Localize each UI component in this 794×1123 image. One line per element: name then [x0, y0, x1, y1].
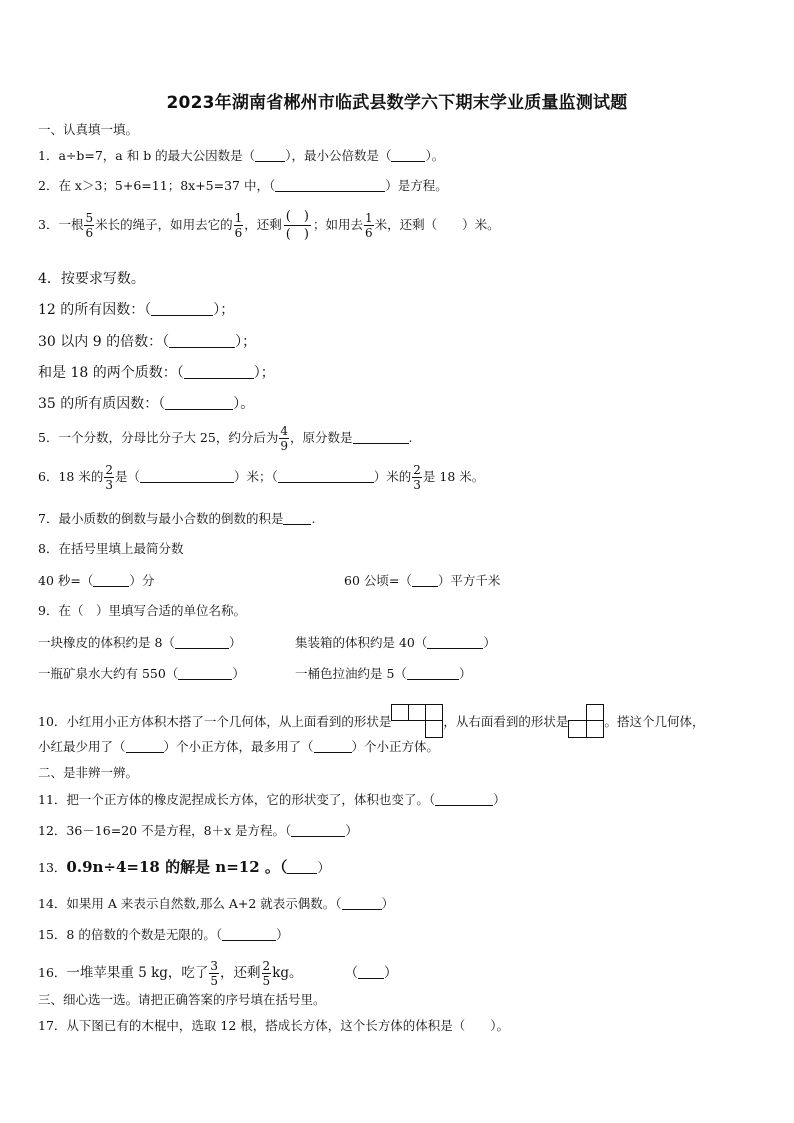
question-3: 3．一根 $\frac{5}{6}$ 米长的绳子，如用去它的 $\frac{1}{6}$ ，还剩 ( ) ( ) ；如用去 $\frac{1}{6}$ 米，还剩（ ）米。: [38, 209, 500, 242]
question-5: 5．一个分数，分母比分子大 25，约分后为 $\frac{4}{9}$ ，原分数是 .: [38, 424, 413, 453]
question-16: 16．一堆苹果重 5 kg，吃了 $\frac{3}{5}$ ，还剩 $\frac{2}{5}$ kg。 （ ）: [38, 959, 398, 988]
fraction-1-6: $\frac{1}{6}$: [234, 211, 243, 240]
question-4-line-2: 30 以内 9 的倍数：（ ）；: [38, 334, 257, 350]
fraction-4-9: $\frac{4}{9}$: [280, 424, 288, 453]
answer-blank[interactable]: [184, 366, 254, 379]
answer-blank[interactable]: [275, 179, 385, 192]
answer-blank[interactable]: [93, 574, 129, 587]
answer-blank[interactable]: [391, 149, 425, 162]
answer-blank[interactable]: [222, 928, 276, 941]
question-8-heading: 8．在括号里填上最简分数: [38, 541, 184, 556]
answer-blank[interactable]: [358, 966, 384, 979]
answer-blank[interactable]: [412, 574, 438, 587]
question-6: 6．18 米的 $\frac{2}{3}$ 是（ ）米；（ ）米的 $\frac{2}{3}$ 是 18 米。: [38, 463, 485, 492]
answer-blank[interactable]: [151, 303, 213, 316]
question-10-line-2: 小红最少用了（ ）个小正方体，最多用了（ ）个小正方体。: [38, 739, 440, 754]
question-9-line-2-left: 一瓶矿泉水大约有 550（ ）: [38, 666, 245, 681]
question-10: 10．小红用小正方体积木搭了一个几何体，从上面看到的形状是 ，从右面看到的形状是 。搭这个几何体，: [38, 704, 704, 738]
fraction-2-5: $\frac{2}{5}$: [262, 959, 271, 988]
answer-blank[interactable]: [283, 512, 311, 525]
page-title: 2023年湖南省郴州市临武县数学六下期末学业质量监测试题: [166, 93, 628, 113]
question-4-line-4: 35 的所有质因数：（ ）。: [38, 396, 255, 412]
section-1-heading: 一、认真填一填。: [38, 122, 139, 137]
question-15: 15．8 的倍数的个数是无限的。（ ）: [38, 927, 289, 942]
fraction-3-5: $\frac{3}{5}$: [210, 959, 219, 988]
fraction-5-6: $\frac{5}{6}$: [85, 211, 94, 240]
fraction-2-3: $\frac{2}{3}$: [413, 463, 421, 492]
answer-blank[interactable]: [353, 431, 409, 444]
question-9-line-2-right: 一桶色拉油约是 5（ ）: [295, 666, 472, 681]
question-17: 17．从下图已有的木棍中，选取 12 根，搭成长方体，这个长方体的体积是（ ）。: [38, 1018, 510, 1033]
question-9-line-1-left: 一块橡皮的体积约是 8（ ）: [38, 635, 242, 650]
answer-blank[interactable]: [255, 149, 285, 162]
question-9-heading: 9．在（ ）里填写合适的单位名称。: [38, 603, 246, 618]
right-view-shape-icon: [568, 704, 604, 738]
answer-blank[interactable]: [278, 470, 374, 483]
question-4-line-3: 和是 18 的两个质数：（ ）；: [38, 365, 275, 381]
answer-blank[interactable]: [175, 636, 229, 649]
section-2-heading: 二、是非辨一辨。: [38, 765, 139, 780]
answer-blank[interactable]: [165, 397, 233, 410]
answer-blank[interactable]: [314, 740, 352, 753]
question-7: 7．最小质数的倒数与最小合数的倒数的积是 .: [38, 511, 316, 526]
answer-blank[interactable]: [287, 861, 317, 874]
section-3-heading: 三、细心选一选。请把正确答案的序号填在括号里。: [38, 992, 326, 1007]
question-1: 1．a÷b=7，a 和 b 的最大公因数是（ ），最小公倍数是（ ）。: [38, 148, 445, 163]
answer-blank[interactable]: [291, 824, 345, 837]
question-11: 11．把一个正方体的橡皮泥捏成长方体，它的形状变了，体积也变了。（ ）: [38, 792, 506, 807]
question-8-left: 40 秒=（ ）分: [38, 573, 155, 588]
answer-blank[interactable]: [435, 793, 493, 806]
answer-blank[interactable]: [169, 335, 235, 348]
question-2: 2．在 x＞3；5+6=11；8x+5=37 中，（ ）是方程。: [38, 178, 448, 193]
answer-blank[interactable]: [342, 897, 382, 910]
fraction-1-6: $\frac{1}{6}$: [364, 211, 373, 240]
answer-blank[interactable]: [427, 636, 483, 649]
question-8-right: 60 公顷=（ ）平方千米: [344, 573, 501, 588]
question-4-line-1: 12 的所有因数：（ ）；: [38, 302, 235, 318]
top-view-shape-icon: [391, 704, 443, 738]
answer-blank[interactable]: [407, 667, 459, 680]
question-4-heading: 4．按要求写数。: [38, 271, 145, 287]
question-14: 14．如果用 A 来表示自然数,那么 A+2 就表示偶数。（ ）: [38, 896, 395, 911]
question-9-line-1-right: 集装箱的体积约是 40（ ）: [295, 635, 496, 650]
question-13: 13．0.9n÷4=18 的解是 n=12 。（ ）: [38, 858, 331, 876]
answer-blank[interactable]: [126, 740, 164, 753]
answer-blank[interactable]: [140, 470, 234, 483]
answer-blank[interactable]: [178, 667, 232, 680]
fraction-blank[interactable]: ( ) ( ): [285, 209, 309, 242]
fraction-2-3: $\frac{2}{3}$: [105, 463, 113, 492]
question-12: 12．36－16=20 不是方程，8＋x 是方程。（ ）: [38, 823, 358, 838]
